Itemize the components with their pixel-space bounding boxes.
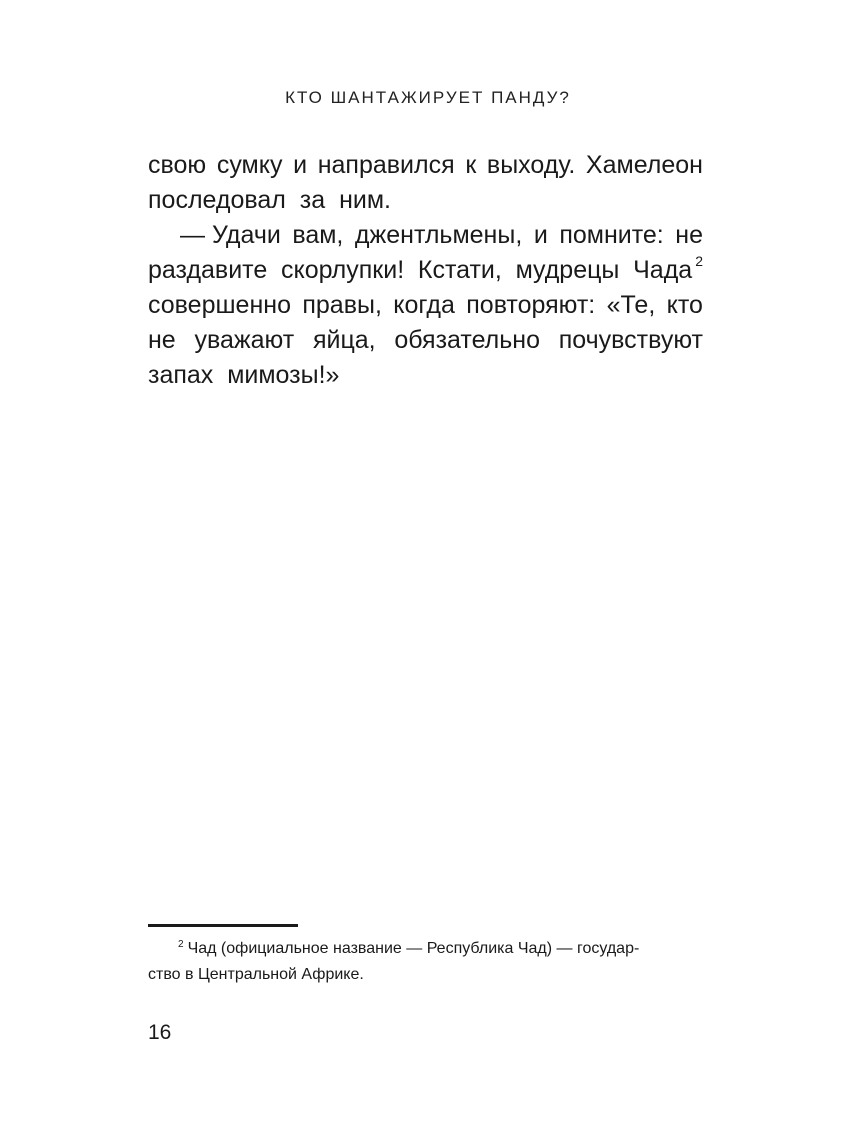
word: джентльмены, <box>354 221 523 249</box>
footnote <box>148 937 703 987</box>
text-line-2 <box>148 183 703 218</box>
footnote-first-word <box>178 940 216 957</box>
body-text <box>148 148 703 393</box>
footnote-line-2: ство в Центральной Африке. <box>148 966 364 983</box>
word: Чад <box>187 940 217 957</box>
word: не <box>148 326 176 354</box>
word: — Удачи <box>180 221 281 249</box>
word: название <box>333 940 402 957</box>
word: кто <box>666 291 703 319</box>
word: совершенно <box>148 291 291 319</box>
word: направился <box>317 151 455 179</box>
word: вам, <box>292 221 344 249</box>
word: помните: <box>559 221 664 249</box>
word: Чад) <box>517 940 553 957</box>
word: — <box>406 940 423 957</box>
word: почувствуют <box>558 326 703 354</box>
footnote-marker: 2 <box>178 939 184 950</box>
word: обязательно <box>394 326 540 354</box>
word: Республика <box>426 940 514 957</box>
word: свою <box>148 151 207 179</box>
text-line-4 <box>148 253 703 288</box>
word: Чада <box>633 256 693 284</box>
word: мимозы!» <box>227 361 340 389</box>
text-line-6 <box>148 323 703 358</box>
running-head: КТО ШАНТАЖИРУЕТ ПАНДУ? <box>285 88 571 107</box>
word: когда <box>393 291 455 319</box>
word: Кстати, <box>417 256 502 284</box>
word: яйца, <box>312 326 376 354</box>
footnote-reference[interactable]: 2 <box>695 253 703 269</box>
word: выходу. <box>486 151 576 179</box>
word: и <box>293 151 308 179</box>
text-line-3 <box>148 218 703 253</box>
word: последовал <box>148 186 286 214</box>
page-number: 16 <box>148 1021 172 1044</box>
text-line-7 <box>148 358 703 393</box>
footnote-line-1 <box>148 937 703 963</box>
text-line-1 <box>148 148 703 183</box>
word: правы, <box>302 291 382 319</box>
word: к <box>465 151 477 179</box>
word: запах <box>148 361 214 389</box>
word: ним. <box>339 186 391 214</box>
word: и <box>533 221 548 249</box>
word: — <box>556 940 573 957</box>
word: не <box>675 221 703 249</box>
word: государ- <box>576 940 640 957</box>
word: сумку <box>216 151 283 179</box>
word: (официальное <box>220 940 329 957</box>
word: раздавите <box>148 256 268 284</box>
word: уважают <box>194 326 295 354</box>
word: за <box>299 186 326 214</box>
word: мудрецы <box>515 256 620 284</box>
footnote-divider <box>148 924 298 927</box>
word: скорлупки! <box>281 256 405 284</box>
word: Хамелеон <box>585 151 703 179</box>
text-line-5 <box>148 288 703 323</box>
word: «Те, <box>606 291 656 319</box>
word-with-footnote <box>633 253 703 288</box>
word: повторяют: <box>466 291 596 319</box>
